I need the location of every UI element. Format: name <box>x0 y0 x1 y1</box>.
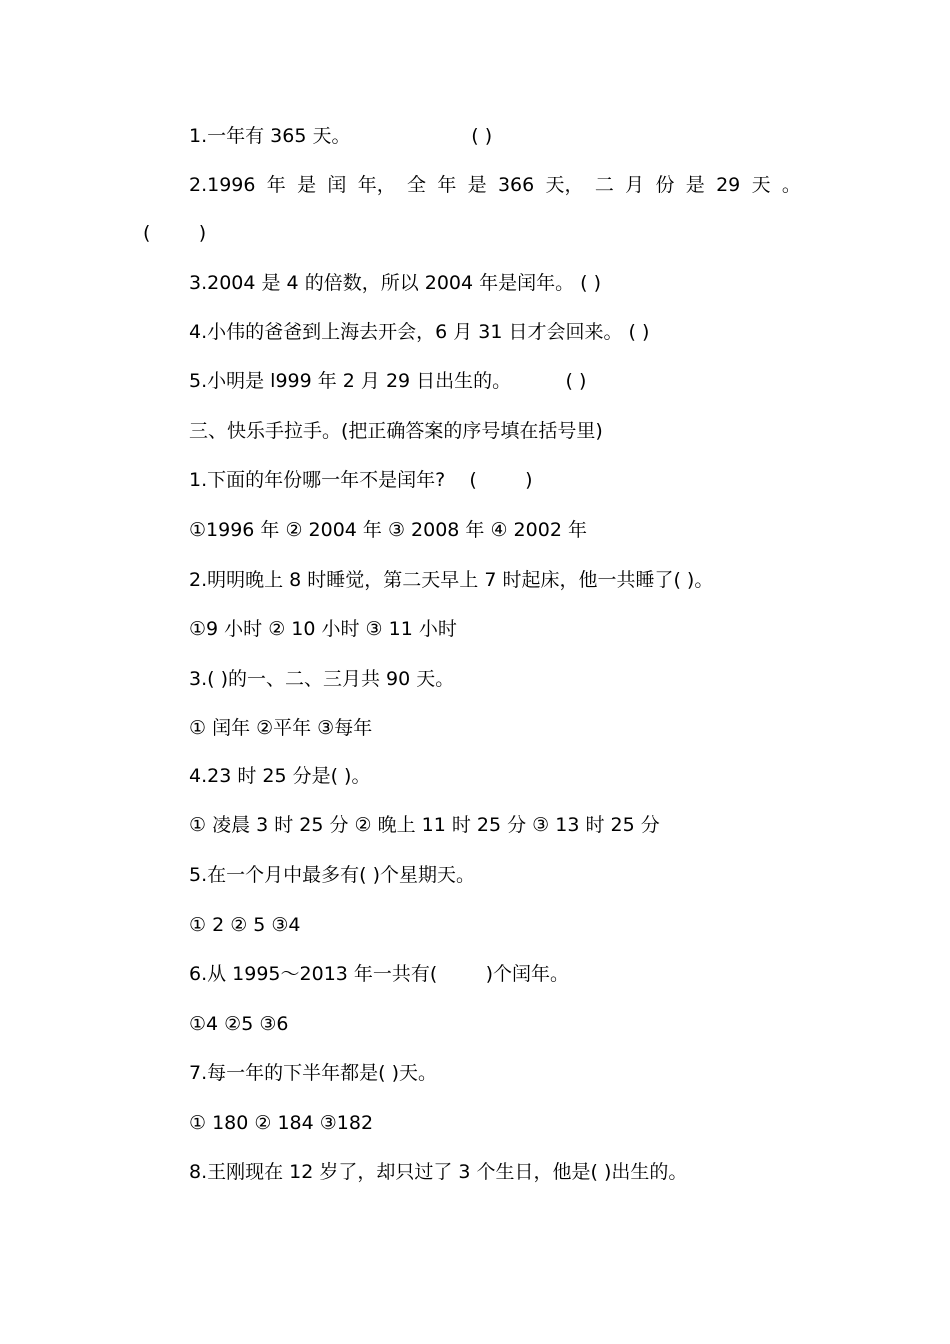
judge-question-2-answer-bracket: ( ) <box>143 222 207 244</box>
choice-question-1: 1.下面的年份哪一年不是闰年? ( ) <box>189 469 533 491</box>
judge-question-2-token: 份 <box>655 174 675 196</box>
judge-question-2 <box>189 171 801 199</box>
judge-question-2-token: 2.1996 <box>189 174 256 196</box>
judge-question-5: 5.小明是 l999 年 2 月 29 日出生的。 ( ) <box>189 370 587 392</box>
judge-question-2-token: 天， <box>545 174 584 196</box>
choice-question-1-options: ①1996 年 ② 2004 年 ③ 2008 年 ④ 2002 年 <box>189 519 587 541</box>
judge-question-2-token: 29 <box>716 174 741 196</box>
judge-question-4: 4.小伟的爸爸到上海去开会，6 月 31 日才会回来。 ( ) <box>189 321 650 343</box>
judge-question-2-token: 年 <box>266 174 286 196</box>
judge-question-3: 3.2004 是 4 的倍数，所以 2004 年是闰年。 ( ) <box>189 272 602 294</box>
choice-question-2: 2.明明晚上 8 时睡觉，第二天早上 7 时起床，他一共睡了( )。 <box>189 569 714 591</box>
choice-question-7-options: ① 180 ② 184 ③182 <box>189 1112 374 1134</box>
choice-question-3-options: ① 闰年 ②平年 ③每年 <box>189 717 373 739</box>
choice-question-6-options: ①4 ②5 ③6 <box>189 1013 289 1035</box>
judge-question-2-token: 全 <box>407 174 427 196</box>
judge-question-2-token: 366 <box>497 174 535 196</box>
choice-question-4: 4.23 时 25 分是( )。 <box>189 765 371 787</box>
choice-question-3: 3.( )的一、二、三月共 90 天。 <box>189 668 455 690</box>
choice-question-6: 6.从 1995～2013 年一共有( )个闰年。 <box>189 963 570 985</box>
judge-question-2-token: 是 <box>467 174 487 196</box>
choice-question-5-options: ① 2 ② 5 ③4 <box>189 914 301 936</box>
choice-question-7: 7.每一年的下半年都是( )天。 <box>189 1062 437 1084</box>
judge-question-2-token: 月 <box>625 174 645 196</box>
section-heading: 三、快乐手拉手。(把正确答案的序号填在括号里) <box>189 420 603 442</box>
choice-question-4-options: ① 凌晨 3 时 25 分 ② 晚上 11 时 25 分 ③ 13 时 25 分 <box>189 814 660 836</box>
judge-question-1: 1.一年有 365 天。 ( ) <box>189 125 493 147</box>
choice-question-5: 5.在一个月中最多有( )个星期天。 <box>189 864 475 886</box>
judge-question-2-token: 年 <box>437 174 457 196</box>
choice-question-8: 8.王刚现在 12 岁了，却只过了 3 个生日，他是( )出生的。 <box>189 1161 688 1183</box>
judge-question-2-token: 天 <box>751 174 771 196</box>
judge-question-2-token: 。 <box>781 174 801 196</box>
judge-question-2-token: 年， <box>357 174 396 196</box>
judge-question-2-token: 二 <box>594 174 614 196</box>
judge-question-2-token: 闰 <box>327 174 347 196</box>
judge-question-2-token: 是 <box>297 174 317 196</box>
judge-question-2-token: 是 <box>685 174 705 196</box>
choice-question-2-options: ①9 小时 ② 10 小时 ③ 11 小时 <box>189 618 457 640</box>
